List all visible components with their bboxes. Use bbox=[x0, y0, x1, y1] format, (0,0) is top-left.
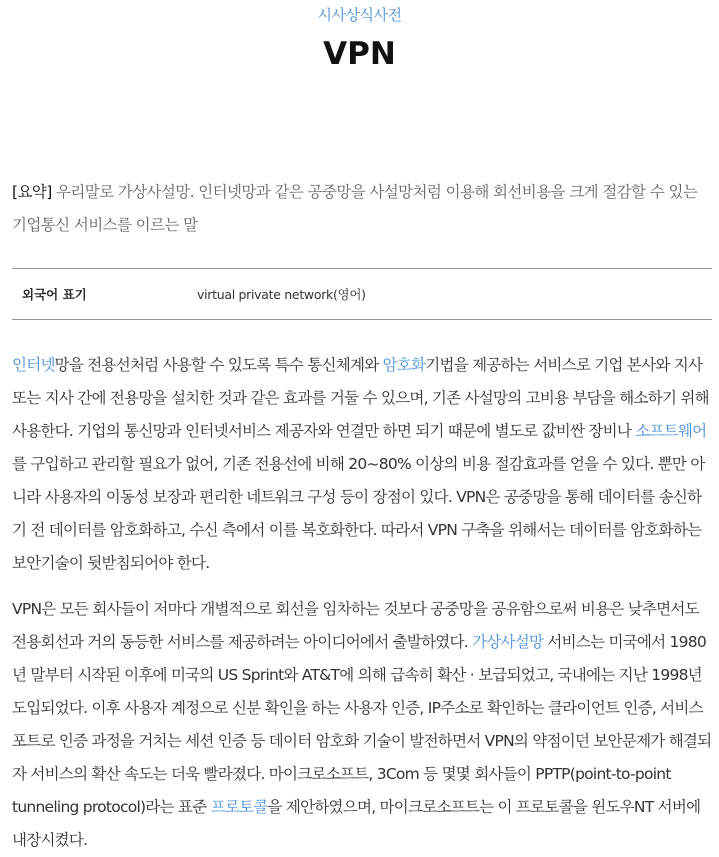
foreign-notation-value: virtual private network(영어) bbox=[197, 287, 366, 302]
summary-tag: [요약] bbox=[12, 183, 52, 201]
foreign-notation-label: 외국어 표기 bbox=[22, 287, 87, 302]
body-text-segment: VPN은 모든 회사들이 저마다 개별적으로 회선을 임차하는 것보다 공중망을 공유함으로써 비용은 낮추면서도 전용회선과 거의 동등한 서비스를 제공하려는 아이디어에서 출발하였다. bbox=[12, 600, 699, 651]
body-text-segment: 망을 전용선처럼 사용할 수 있도록 특수 통신체계와 bbox=[54, 356, 383, 374]
info-table bbox=[12, 268, 712, 320]
link-internet[interactable]: 인터넷 bbox=[12, 356, 55, 374]
body-text-segment: 을 제안하였으며, 마이크로소프트는 이 프로토콜을 윈도우NT 서버에 내장시켰다. bbox=[12, 798, 701, 849]
link-protocol[interactable]: 프로토콜 bbox=[210, 798, 268, 816]
link-software[interactable]: 소프트웨어 bbox=[635, 422, 707, 440]
summary-text: 우리말로 가상사설망. 인터넷망과 같은 공중망을 사설망처럼 이용해 회선비용을 크게 절감할 수 있는 기업통신 서비스를 이르는 말 bbox=[12, 183, 698, 234]
summary bbox=[12, 176, 704, 242]
body-paragraph-2 bbox=[12, 593, 712, 857]
page-title: VPN bbox=[323, 36, 396, 72]
body-text-segment: 서비스는 미국에서 1980년 말부터 시작된 이후에 미국의 US Sprint와 AT&T에 의해 급속히 확산 · 보급되었고, 국내에는 지난 1998년 도입되었다. 이후 사용자 계정으로 신분 확인을 하는 사용자 인증, IP주소로 확인하는 클라이언트 인증, 서비스 포트로 인증 과정을 거치는 세션 인증 등 데이터 암호화 기술이 발전하면서 VPN의 약점이던 보안문제가 해결되자 서비스의 확산 속도는 더욱 빨라졌다. 마이크로소프트, 3Com 등 몇몇 회사들이 PPTP(point-to-point tunneling protocol)라는 표준 bbox=[12, 633, 712, 816]
source-dictionary-link[interactable]: 시사상식사전 bbox=[317, 6, 402, 24]
link-virtual-private-network[interactable]: 가상사설망 bbox=[472, 633, 544, 651]
body-text-segment: 기법을 제공하는 서비스로 기업 본사와 지사 또는 지사 간에 전용망을 설치한 것과 같은 효과를 거둘 수 있으며, 기존 사설망의 고비용 부담을 해소하기 위해 사용한다. 기업의 통신망과 인터넷서비스 제공자와 연결만 하면 되기 때문에 별도로 값비싼 장비나 bbox=[12, 356, 709, 440]
link-encryption[interactable]: 암호화 bbox=[382, 356, 426, 374]
body-text-segment: 를 구입하고 관리할 필요가 없어, 기존 전용선에 비해 20~80% 이상의 비용 절감효과를 얻을 수 있다. 뿐만 아니라 사용자의 이동성 보장과 편리한 네트워크 구성 등이 장점이 있다. VPN은 공중망을 통해 데이터를 송신하기 전 데이터를 암호화하고, 수신 측에서 이를 복호화한다. 따라서 VPN 구축을 위해서는 데이터를 암호화하는 보안기술이 뒷받침되어야 한다. bbox=[12, 455, 705, 572]
body-paragraph-1 bbox=[12, 349, 712, 580]
